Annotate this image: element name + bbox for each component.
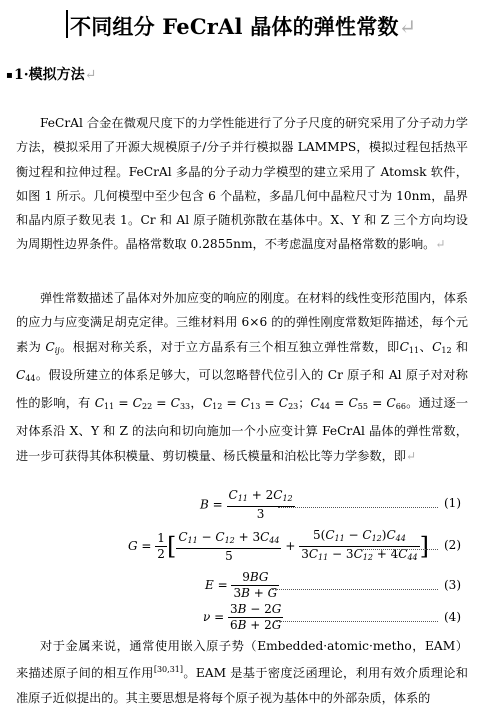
equation-1: B = $\frac{C_{11} + 2C_{12}}{3}$ (1) bbox=[200, 488, 461, 521]
paragraph-1: FeCrAl 合金在微观尺度下的力学性能进行了分子尺度的研究采用了分子动力学方法，模拟采用了开源大规模原子/分子并行模拟器 LAMMPS，模拟过程包括热平衡过程和拉伸过程。FeCrAl 多晶的分子动力学模型的建立采用了 Atomsk 软件，如图 1 所示。几何模型中至少包含 6 个晶粒，多晶几何中晶粒尺寸为 10nm，晶界和晶内原子数见表 1。Cr 和 Al 原子随机弥散在基体中。X、Y 和 Z 三个方向均设为周期性边界条件。晶格常数取 0.2855nm，不考虑温度对晶格常数的影响。↵ bbox=[16, 116, 468, 252]
paragraph-mark-icon: ↵ bbox=[398, 15, 417, 39]
equation-label: (1) bbox=[444, 496, 461, 510]
paragraph-mark-icon: ↵ bbox=[435, 237, 446, 252]
equation-label: (3) bbox=[444, 578, 461, 592]
equation-4: ν = $\frac{3B - 2G}{6B + 2G}$ (4) bbox=[203, 602, 461, 632]
section-heading: ▪1·模拟方法↵ bbox=[6, 67, 97, 83]
paragraph-2: 弹性常数描述了晶体对外加应变的响应的刚度。在材料的线性变形范围内，体系的应力与应变满足胡克定律。三维材料用 6×6 的的弹性刚度常数矩阵描述，每个元素为 $C_{ij}$。根据对称关系，对于立方晶系有三个相互独立弹性常数，即$C_{11}$、$C_{12}$ 和 $C_{44}$。假设所建立的体系足够大，可以忽略替代位引入的 Cr 原子和 Al 原子对对称性的影响，有 $C_{11} = C_{22} = C_{33}$，$C_{12} = C_{13} = C_{23}$；$C_{44} = C_{55} = C_{66}$。通过逐一对体系沿 X、Y 和 Z 的法向和切向施加一个小应变计算 FeCrAl 晶体的弹性常数，进一步可获得其体积模量、剪切模量、杨氏模量和泊松比等力学参数，即↵ bbox=[16, 291, 469, 463]
paragraph-mark-icon: ↵ bbox=[84, 67, 97, 83]
paragraph-mark-icon: ↵ bbox=[406, 448, 417, 463]
text-cursor bbox=[66, 10, 68, 38]
equation-2: G = $\frac{1}{2}$ [ $\frac{C_{11} - C_{12} + 3C_{44}}{5}$ + $\frac{5(C_{11} - C_{12})C_{44}}{3C_{11} - 3C_{12} + 4C_{44}}$ ] (2) bbox=[128, 528, 461, 563]
citation[interactable]: [30,31] bbox=[153, 665, 183, 675]
equation-3: E = $\frac{9BG}{3B + G}$ (3) bbox=[205, 570, 461, 600]
document-title: 不同组分 FeCrAl 晶体的弹性常数↵ bbox=[70, 14, 417, 39]
bullet-icon: ▪ bbox=[6, 69, 13, 81]
equation-label: (4) bbox=[444, 610, 461, 624]
paragraph-3: 对于金属来说，通常使用嵌入原子势（Embedded·atomic·metho，EAM）来描述原子间的相互作用[30,31]。EAM 是基于密度泛函理论，利用有效介质理论和准原子近似提出的。其主要思想是将每个原子视为基体中的外部杂质，体系的 bbox=[16, 639, 468, 705]
equation-label: (2) bbox=[444, 538, 461, 552]
